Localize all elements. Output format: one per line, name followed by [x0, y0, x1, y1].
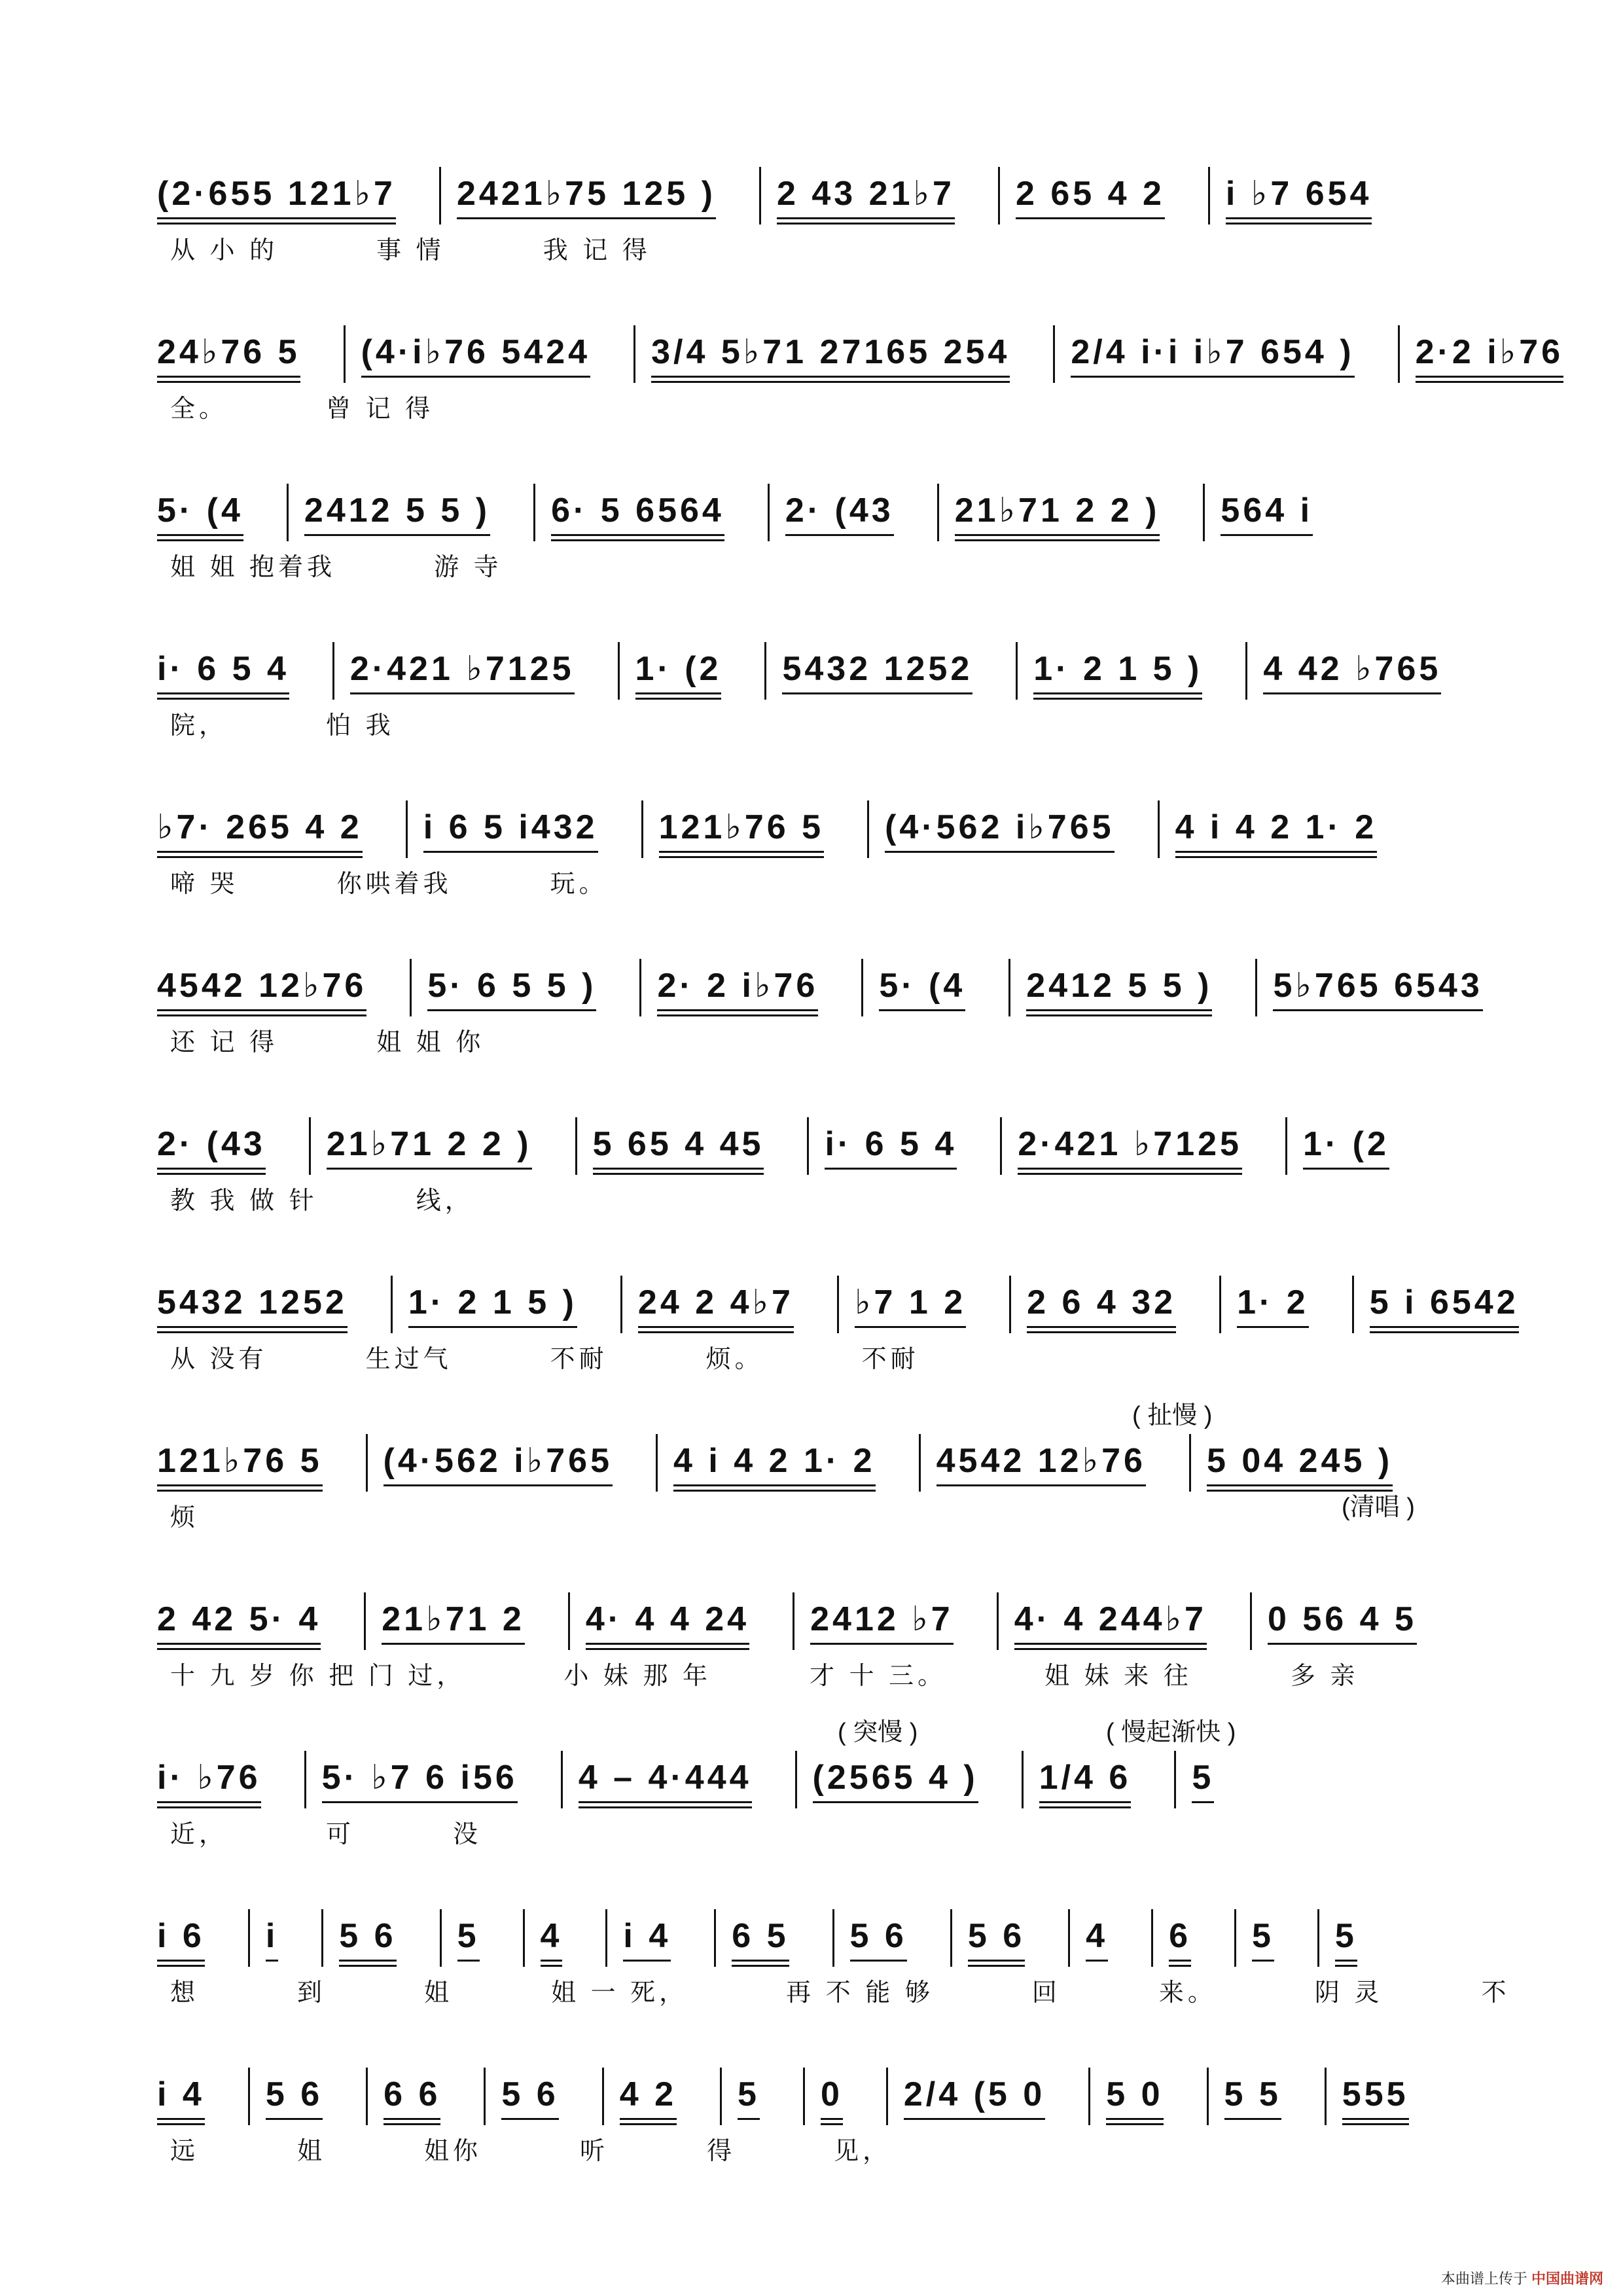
measure: 4· 4 244♭7: [1014, 1596, 1207, 1642]
lyrics-line: [170, 708, 1472, 744]
bar-line: [1219, 1276, 1221, 1333]
lyric-phrase: 院，: [170, 712, 228, 740]
bar-line: [768, 484, 770, 541]
bar-line: [439, 167, 441, 224]
measure: 2·2 i♭76: [1416, 329, 1563, 375]
measure: 2· (43: [785, 488, 894, 533]
lyric-phrase: 阴 灵: [1314, 1979, 1383, 2007]
bar-line: [950, 1909, 952, 1967]
measure: 1· 2: [1237, 1280, 1309, 1325]
score-system: [151, 1402, 1479, 1545]
bar-line: [1151, 1909, 1153, 1967]
site-logo: 中国曲谱网: [1531, 2270, 1603, 2287]
lyric-phrase: 事 情: [376, 237, 445, 264]
notation-line: [157, 2068, 1472, 2125]
measure: 5 6: [850, 1913, 907, 1959]
score-system: [151, 787, 1479, 912]
bar-line: [803, 2068, 805, 2125]
lyrics-line: [170, 1341, 1472, 1378]
lyrics-line: [170, 1975, 1510, 2011]
bar-line: [807, 1117, 809, 1175]
measure: 2421♭75 125 ): [457, 171, 716, 217]
footer-text: 本曲谱上传于: [1440, 2270, 1527, 2287]
lyrics-line: [170, 1816, 1472, 1853]
measure: 5: [1252, 1913, 1274, 1959]
lyrics-row: [151, 226, 1479, 278]
measure: 2 65 4 2: [1016, 171, 1165, 217]
bar-line: [998, 167, 1000, 224]
measure: 21♭71 2 2 ): [327, 1121, 532, 1167]
score-system: [151, 154, 1479, 278]
lyric-phrase: 怕 我: [326, 712, 395, 740]
lyric-phrase: 远: [170, 2138, 200, 2165]
bar-line: [937, 484, 939, 541]
notation-row: [151, 787, 1479, 859]
bar-line: [641, 800, 643, 858]
bar-line: [720, 2068, 722, 2125]
bar-line: [366, 1434, 368, 1492]
measure: i· 6 5 4: [825, 1121, 957, 1167]
measure: 4 – 4·444: [579, 1755, 752, 1801]
lyric-phrase: 你哄着我: [336, 870, 452, 898]
measure: 5 6: [266, 2072, 323, 2117]
lyric-phrase: 还 记 得: [170, 1029, 279, 1056]
lyric-phrase: 近，: [170, 1821, 228, 1848]
lyric-phrase: 可: [326, 1821, 355, 1848]
footer-credit: [1441, 2268, 1603, 2288]
bar-line: [304, 1751, 306, 1808]
bar-line: [1325, 2068, 1327, 2125]
measure: 5432 1252: [782, 646, 972, 692]
measure: 5 6: [968, 1913, 1025, 1959]
measure: 564 i: [1221, 488, 1313, 533]
lyric-phrase: 姐 一 死，: [551, 1979, 688, 2007]
bar-line: [837, 1276, 839, 1333]
lyric-phrase: 姐 姐 你: [376, 1029, 485, 1056]
measure: i ♭7 654: [1226, 171, 1372, 217]
lyric-phrase: 不: [1481, 1979, 1510, 2007]
lyric-phrase: 姐 姐 抱着我: [170, 554, 336, 581]
notation-row: [151, 471, 1479, 543]
bar-line: [344, 325, 346, 383]
bar-line: [533, 484, 535, 541]
measure: 6 5: [732, 1913, 789, 1959]
bar-line: [1008, 959, 1010, 1016]
measure: (4·562 i♭765: [383, 1438, 613, 1484]
bar-line: [366, 2068, 368, 2125]
bar-line: [1088, 2068, 1090, 2125]
bar-line: [795, 1751, 797, 1808]
measure: 1· (2: [635, 646, 722, 692]
bar-line: [867, 800, 869, 858]
notation-line: [157, 959, 1483, 1016]
notation-row: [151, 1402, 1479, 1521]
bar-line: [633, 325, 635, 383]
lyrics-row: [151, 1176, 1479, 1229]
measure: 5: [1335, 1913, 1357, 1959]
score-system: [151, 1104, 1479, 1229]
measure: 5 5: [1224, 2072, 1281, 2117]
bar-line: [1009, 1276, 1011, 1333]
bar-line: [1000, 1117, 1002, 1175]
tempo-annotation: ( 慢起渐快 ): [1106, 1719, 1236, 1746]
tempo-annotation: (清唱 ): [1342, 1494, 1415, 1521]
bar-line: [793, 1592, 794, 1650]
bar-line: [1207, 2068, 1209, 2125]
measure: 4 42 ♭765: [1263, 646, 1441, 692]
score-system: [151, 1896, 1510, 2020]
lyric-phrase: 从 小 的: [170, 237, 279, 264]
lyrics-line: [170, 1499, 1472, 1536]
lyric-phrase: 想: [170, 1979, 200, 2007]
bar-line: [764, 642, 766, 700]
measure: 21♭71 2: [382, 1596, 525, 1642]
notation-row: [151, 1263, 1519, 1335]
notation-line: [157, 1909, 1472, 1967]
notation-line: [157, 1592, 1472, 1650]
lyric-phrase: 玩。: [550, 870, 608, 898]
score-system: [151, 946, 1483, 1070]
lyrics-line: [170, 866, 1472, 903]
notation-row: [151, 629, 1479, 701]
lyric-phrase: 来。: [1158, 1979, 1217, 2007]
bar-line: [656, 1434, 658, 1492]
bar-line: [568, 1592, 570, 1650]
bar-line: [1174, 1751, 1176, 1808]
measure: 5♭765 6543: [1273, 963, 1482, 1009]
measure: 5· (4: [879, 963, 965, 1009]
bar-line: [1022, 1751, 1024, 1808]
measure: 4: [1086, 1913, 1108, 1959]
lyrics-line: [170, 2133, 1472, 2170]
bar-line: [997, 1592, 999, 1650]
measure: i 4: [623, 1913, 671, 1959]
notation-line: [157, 1434, 1472, 1492]
measure: 6: [1169, 1913, 1191, 1959]
lyric-phrase: 再 不 能 够: [786, 1979, 934, 2007]
bar-line: [1234, 1909, 1236, 1967]
lyric-phrase: 听: [580, 2138, 609, 2165]
lyric-phrase: 才 十 三。: [810, 1662, 947, 1690]
bar-line: [602, 2068, 604, 2125]
bar-line: [1203, 484, 1205, 541]
measure: 5 i 6542: [1370, 1280, 1519, 1325]
lyrics-line: [170, 1024, 1472, 1061]
bar-line: [440, 1909, 442, 1967]
bar-line: [391, 1276, 393, 1333]
measure: 2 6 4 32: [1027, 1280, 1176, 1325]
lyric-phrase: 姐你: [424, 2138, 482, 2165]
measure: 2·421 ♭7125: [350, 646, 575, 692]
measure: i· 6 5 4: [157, 646, 289, 692]
bar-line: [919, 1434, 921, 1492]
lyric-phrase: 曾 记 得: [326, 395, 435, 423]
lyric-phrase: 不耐: [550, 1346, 608, 1373]
score-system: [151, 2054, 1479, 2179]
lyrics-row: [151, 1968, 1510, 2020]
measure: 121♭76 5: [659, 804, 825, 850]
bar-line: [886, 2068, 888, 2125]
measure: 5 65 4 45: [593, 1121, 764, 1167]
measure: 5: [738, 2072, 760, 2117]
lyric-phrase: 到: [297, 1979, 327, 2007]
bar-line: [861, 959, 863, 1016]
measure: 1/4 6: [1039, 1755, 1132, 1801]
lyrics-line: [170, 232, 1472, 269]
lyric-phrase: 姐: [424, 1979, 454, 2007]
notation-line: [157, 800, 1472, 858]
measure: ♭7 1 2: [855, 1280, 966, 1325]
measure: 4542 12♭76: [157, 963, 366, 1009]
measure: 4 2: [620, 2072, 677, 2117]
measure: 2412 ♭7: [810, 1596, 954, 1642]
lyrics-row: [151, 2126, 1479, 2179]
bar-line: [759, 167, 761, 224]
measure: 4: [541, 1913, 563, 1959]
measure: 2 42 5· 4: [157, 1596, 321, 1642]
measure: 5: [1192, 1755, 1214, 1801]
measure: (4·562 i♭765: [885, 804, 1115, 850]
measure: 5 6: [501, 2072, 558, 2117]
bar-line: [1398, 325, 1400, 383]
measure: 21♭71 2 2 ): [955, 488, 1160, 533]
notation-row: [151, 1579, 1479, 1651]
measure: 4542 12♭76: [936, 1438, 1146, 1484]
bar-line: [1285, 1117, 1287, 1175]
bar-line: [287, 484, 289, 541]
lyric-phrase: 烦。: [705, 1346, 764, 1373]
lyric-phrase: 烦: [170, 1504, 200, 1532]
bar-line: [1053, 325, 1055, 383]
lyric-phrase: 姐 妹 来 往: [1044, 1662, 1192, 1690]
measure: 2· (43: [157, 1121, 266, 1167]
lyric-phrase: 游 寺: [434, 554, 503, 581]
measure: 5· 6 5 5 ): [427, 963, 596, 1009]
bar-line: [639, 959, 641, 1016]
lyrics-row: [151, 1335, 1479, 1387]
measure: 6 6: [383, 2072, 440, 2117]
bar-line: [1245, 642, 1247, 700]
measure: 2412 5 5 ): [304, 488, 490, 533]
bar-line: [1317, 1909, 1319, 1967]
measure: 4 i 4 2 1· 2: [1175, 804, 1378, 850]
bar-line: [1250, 1592, 1252, 1650]
bar-line: [1016, 642, 1018, 700]
measure: 2 43 21♭7: [777, 171, 955, 217]
bar-line: [410, 959, 412, 1016]
measure: 0: [821, 2072, 843, 2117]
measure: i 6: [157, 1913, 205, 1959]
bar-line: [1352, 1276, 1354, 1333]
lyrics-row: [151, 543, 1479, 595]
lyric-phrase: 十 九 岁 你 把 门 过，: [170, 1662, 466, 1690]
measure: 6· 5 6564: [551, 488, 724, 533]
lyric-phrase: 见，: [834, 2138, 892, 2165]
lyric-phrase: 线，: [416, 1187, 474, 1215]
measure: (2·655 121♭7: [157, 171, 396, 217]
notation-line: [157, 642, 1472, 700]
bar-line: [618, 642, 620, 700]
measure: (4·i♭76 5424: [361, 329, 591, 375]
lyric-phrase: 我 记 得: [543, 237, 651, 264]
lyric-phrase: 多 亲: [1290, 1662, 1359, 1690]
measure: 5 04 245 ): [1207, 1438, 1393, 1484]
bar-line: [605, 1909, 607, 1967]
bar-line: [620, 1276, 622, 1333]
notation-row: [151, 1896, 1479, 1968]
lyric-phrase: 从 没有: [170, 1346, 268, 1373]
lyrics-line: [170, 1658, 1472, 1695]
notation-line: [157, 1276, 1519, 1333]
bar-line: [309, 1117, 311, 1175]
bar-line: [832, 1909, 834, 1967]
measure: 555: [1342, 2072, 1409, 2117]
notation-line: [157, 1751, 1472, 1808]
notation-row: [151, 946, 1483, 1018]
measure: 1· (2: [1303, 1121, 1389, 1167]
measure: ♭7· 265 4 2: [157, 804, 363, 850]
lyric-phrase: 啼 哭: [170, 870, 239, 898]
measure: 5· ♭7 6 i56: [322, 1755, 518, 1801]
measure: 0 56 4 5: [1268, 1596, 1417, 1642]
measure: i: [266, 1913, 278, 1959]
measure: 1· 2 1 5 ): [1033, 646, 1202, 692]
lyrics-row: [151, 859, 1479, 912]
notation-line: [157, 484, 1472, 541]
measure: 5· (4: [157, 488, 243, 533]
notation-line: [157, 1117, 1472, 1175]
bar-line: [714, 1909, 716, 1967]
bar-line: [1158, 800, 1160, 858]
measure: 2412 5 5 ): [1026, 963, 1212, 1009]
score-system: [151, 1263, 1519, 1387]
measure: 24 2 4♭7: [638, 1280, 794, 1325]
lyric-phrase: 教 我 做 针: [170, 1187, 318, 1215]
lyrics-line: [170, 549, 1472, 586]
measure: i 4: [157, 2072, 205, 2117]
measure: 3/4 5♭71 27165 254: [651, 329, 1010, 375]
bar-line: [332, 642, 334, 700]
notation-row: [151, 312, 1564, 384]
measure: i· ♭76: [157, 1755, 261, 1801]
measure: 5: [457, 1913, 480, 1959]
bar-line: [1068, 1909, 1070, 1967]
lyric-phrase: 全。: [170, 395, 228, 423]
lyric-phrase: 回: [1031, 1979, 1061, 2007]
measure: 1· 2 1 5 ): [408, 1280, 577, 1325]
notation-row: [151, 1104, 1479, 1176]
bar-line: [1208, 167, 1210, 224]
lyrics-row: [151, 384, 1479, 437]
lyric-phrase: 没: [453, 1821, 482, 1848]
score-system: [151, 629, 1479, 753]
tempo-annotation: ( 扯慢 ): [1132, 1402, 1213, 1429]
lyric-phrase: 姐: [297, 2138, 327, 2165]
score-system: [151, 312, 1564, 437]
lyric-phrase: 得: [707, 2138, 736, 2165]
measure: (2565 4 ): [813, 1755, 978, 1801]
notation-line: [157, 325, 1564, 383]
measure: 24♭76 5: [157, 329, 300, 375]
measure: 5 6: [339, 1913, 396, 1959]
lyric-phrase: 不耐: [861, 1346, 919, 1373]
bar-line: [484, 2068, 486, 2125]
notation-row: [151, 154, 1479, 226]
notation-row: [151, 1719, 1479, 1810]
bar-line: [364, 1592, 366, 1650]
lyrics-row: [151, 1651, 1479, 1704]
lyrics-line: [170, 1183, 1472, 1219]
measure: 2·421 ♭7125: [1018, 1121, 1242, 1167]
bar-line: [248, 2068, 250, 2125]
lyrics-row: [151, 1493, 1479, 1545]
measure: 121♭76 5: [157, 1438, 323, 1484]
lyrics-row: [151, 1018, 1479, 1070]
measure: 2/4 (5 0: [904, 2072, 1045, 2117]
measure: 4 i 4 2 1· 2: [673, 1438, 876, 1484]
measure: 2/4 i·i i♭7 654 ): [1071, 329, 1354, 375]
notation-row: [151, 2054, 1479, 2126]
bar-line: [1189, 1434, 1191, 1492]
bar-line: [1255, 959, 1257, 1016]
bar-line: [406, 800, 408, 858]
bar-line: [248, 1909, 250, 1967]
measure: 2· 2 i♭76: [657, 963, 818, 1009]
lyric-phrase: 小 妹 那 年: [563, 1662, 712, 1690]
lyrics-line: [170, 391, 1472, 427]
score-system: [151, 1579, 1479, 1704]
lyric-phrase: 生过气: [365, 1346, 452, 1373]
score-system: [151, 1719, 1479, 1862]
lyrics-row: [151, 701, 1479, 753]
notation-line: [157, 167, 1472, 224]
bar-line: [523, 1909, 525, 1967]
measure: 5432 1252: [157, 1280, 348, 1325]
measure: 4· 4 4 24: [586, 1596, 749, 1642]
tempo-annotation: ( 突慢 ): [838, 1719, 918, 1746]
lyrics-row: [151, 1810, 1479, 1862]
measure: i 6 5 i432: [423, 804, 598, 850]
bar-line: [321, 1909, 323, 1967]
bar-line: [575, 1117, 577, 1175]
score-system: [151, 471, 1479, 595]
measure: 5 0: [1106, 2072, 1163, 2117]
bar-line: [561, 1751, 563, 1808]
